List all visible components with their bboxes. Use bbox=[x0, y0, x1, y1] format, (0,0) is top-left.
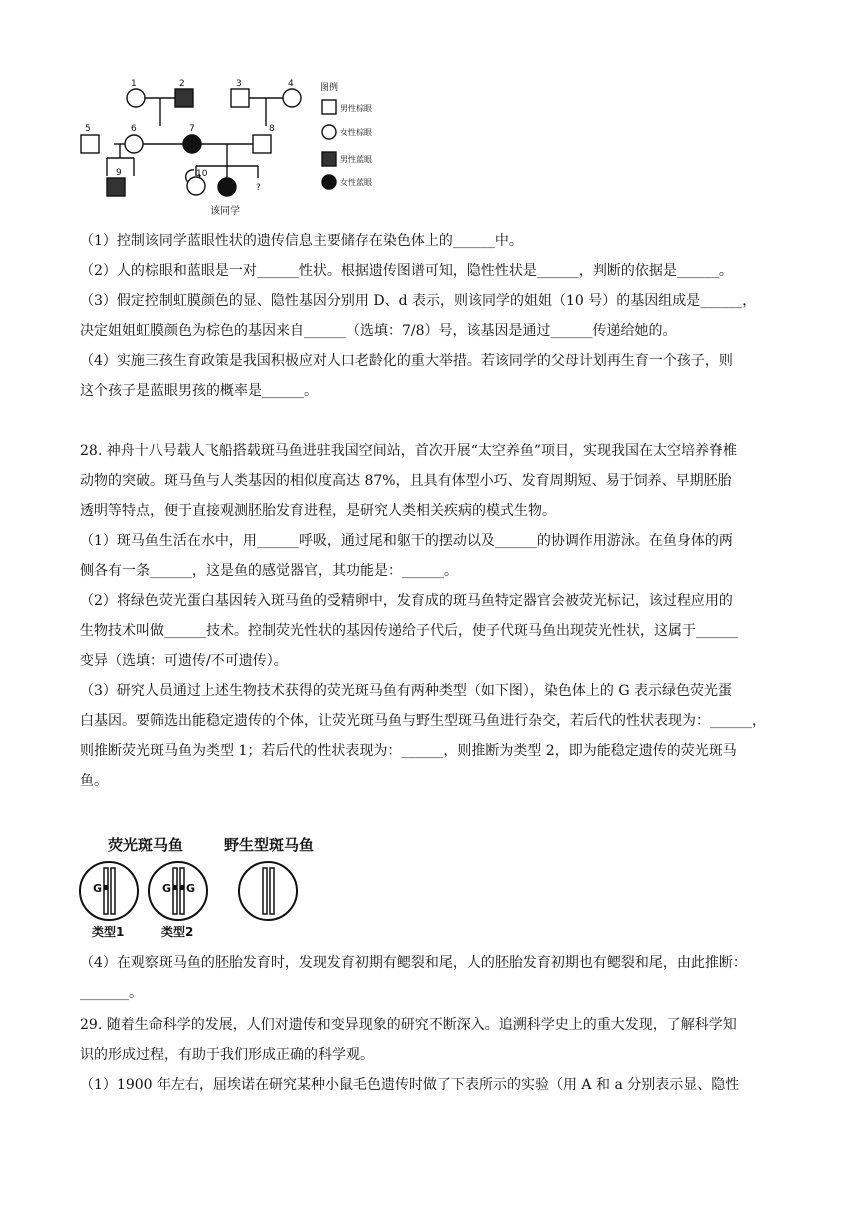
chromosome-type1-left bbox=[104, 868, 108, 914]
chromosome-type2-right bbox=[180, 868, 184, 914]
cell-wild bbox=[239, 862, 297, 920]
pedigree-id-10: 10 bbox=[196, 169, 208, 179]
male-blue-eye-2 bbox=[175, 89, 193, 107]
chromosome-wild-left bbox=[263, 868, 267, 914]
legend-female-blue-symbol bbox=[322, 175, 336, 189]
q27-part2: （2）人的棕眼和蓝眼是一对______性状。根据遗传图谱可知，隐性性状是______，判断的依据是______。 bbox=[80, 263, 733, 279]
fish-figure-titles bbox=[108, 836, 314, 854]
legend-female-brown: 女性棕眼 bbox=[340, 128, 372, 137]
male-brown-eye-5 bbox=[81, 135, 99, 153]
q27-part4-line1: （4）实施三孩生育政策是我国积极应对人口老龄化的重大举措。若该同学的父母计划再生育一个孩子，则 bbox=[80, 353, 733, 369]
q29-part1-line1: （1）1900 年左右，屈埃诺在研究某种小鼠毛色遗传时做了下表所示的实验（用 A 和 a 分别表示显、隐性 bbox=[80, 1077, 740, 1093]
q28-part1-line2: 侧各有一条______，这是鱼的感觉器官，其功能是：______。 bbox=[80, 563, 458, 579]
pedigree-id-8: 8 bbox=[269, 124, 275, 134]
q28-part2-line3: 变异（选填：可遗传/不可遗传）。 bbox=[80, 653, 288, 669]
legend-male-blue: 男性蓝眼 bbox=[340, 155, 372, 164]
cell-type1 bbox=[80, 862, 138, 920]
pedigree-symbols bbox=[81, 89, 336, 196]
pedigree-chart bbox=[76, 74, 416, 220]
male-brown-eye-3 bbox=[231, 89, 249, 107]
q29-stem-line2: 识的形成过程，有助于我们形成正确的科学观。 bbox=[80, 1047, 374, 1063]
pedigree-id-5: 5 bbox=[85, 124, 91, 134]
fluorescent-fish-title: 荧光斑马鱼 bbox=[108, 836, 184, 854]
gene-mark-type2-right bbox=[180, 885, 184, 890]
q28-stem-line3: 透明等特点，便于直接观测胚胎发育进程，是研究人类相关疾病的模式生物。 bbox=[80, 503, 556, 519]
gene-mark-type2-left bbox=[173, 885, 177, 890]
legend-male-brown: 男性棕眼 bbox=[340, 104, 372, 113]
q28-part3-line3: 则推断荧光斑马鱼为类型 1；若后代的性状表现为：______，则推断为类型 2，即为能稳定遗传的荧光斑马 bbox=[80, 743, 737, 759]
legend-male-brown-symbol bbox=[322, 100, 336, 114]
female-brown-eye-10 bbox=[187, 177, 205, 195]
question-28 bbox=[80, 436, 786, 796]
cell-type2 bbox=[149, 862, 207, 920]
q28-part3-line4: 鱼。 bbox=[80, 773, 108, 789]
chromosome-type2-left bbox=[173, 868, 177, 914]
q28-part1-line1: （1）斑马鱼生活在水中，用______呼吸，通过尾和躯干的摆动以及______的协调作用游泳。在鱼身体的两 bbox=[80, 533, 733, 549]
female-blue-eye-7 bbox=[183, 135, 201, 153]
female-brown-eye-4 bbox=[283, 89, 301, 107]
question-27-parts bbox=[80, 226, 786, 406]
pedigree-id-2: 2 bbox=[179, 79, 185, 89]
q27-part4-line2: 这个孩子是蓝眼男孩的概率是______。 bbox=[80, 383, 318, 399]
female-blue-eye-student bbox=[218, 178, 236, 196]
pedigree-id-1: 1 bbox=[131, 79, 137, 89]
gene-marks bbox=[104, 885, 184, 890]
zebrafish-chromosome-figure bbox=[76, 830, 326, 942]
gene-label-type1: G bbox=[93, 882, 103, 895]
pedigree-id-unknown: ? bbox=[256, 183, 261, 193]
legend-male-blue-symbol bbox=[322, 152, 336, 166]
question-29 bbox=[80, 1010, 786, 1100]
legend-title: 图例 bbox=[320, 83, 339, 93]
q29-stem-line1: 29. 随着生命科学的发展，人们对遗传和变异现象的研究不断深入。追溯科学史上的重大发现，了解科学知 bbox=[80, 1017, 737, 1033]
pedigree-id-9: 9 bbox=[116, 168, 122, 178]
q28-stem-line1: 28. 神舟十八号载人飞船搭载斑马鱼进驻我国空间站，首次开展“太空养鱼”项目，实现我国在太空培养脊椎 bbox=[80, 443, 738, 459]
pedigree-id-3: 3 bbox=[236, 79, 242, 89]
female-brown-eye-1 bbox=[127, 89, 145, 107]
male-blue-eye-9 bbox=[107, 178, 125, 196]
pedigree-id-7: 7 bbox=[189, 124, 195, 134]
female-brown-eye-6 bbox=[125, 135, 143, 153]
legend-female-brown-symbol bbox=[322, 125, 336, 139]
q28-part4-line1: （4）在观察斑马鱼的胚胎发育时，发现发育初期有鳃裂和尾，人的胚胎发育初期也有鳃裂和尾，由此推断： bbox=[80, 955, 747, 971]
pedigree-id-4: 4 bbox=[288, 79, 294, 89]
label-type1: 类型1 bbox=[92, 925, 125, 939]
q27-part3-line2: 决定姐姐虹膜颜色为棕色的基因来自______（选填：7/8）号，该基因是通过______传递给她的。 bbox=[80, 323, 677, 339]
pedigree-id-6: 6 bbox=[131, 124, 137, 134]
type-labels bbox=[92, 924, 193, 939]
pedigree-student-label: 该同学 bbox=[210, 206, 240, 217]
chromosome-wild-right bbox=[270, 868, 274, 914]
legend-female-blue: 女性蓝眼 bbox=[340, 178, 372, 187]
gene-mark-type1 bbox=[104, 885, 108, 890]
q28-part2-line1: （2）将绿色荧光蛋白基因转入斑马鱼的受精卵中，发育成的斑马鱼特定器官会被荧光标记，该过程应用的 bbox=[80, 593, 733, 609]
q28-part4-line2: _______。 bbox=[80, 985, 143, 1001]
q28-part2-line2: 生物技术叫做______技术。控制荧光性状的基因传递给子代后，使子代斑马鱼出现荧光性状，这属于______ bbox=[80, 623, 738, 639]
q27-part1: （1）控制该同学蓝眼性状的遗传信息主要储存在染色体上的______中。 bbox=[80, 233, 523, 249]
q28-part3-line1: （3）研究人员通过上述生物技术获得的荧光斑马鱼有两种类型（如下图），染色体上的 G 表示绿色荧光蛋 bbox=[80, 683, 732, 699]
q28-stem-line2: 动物的突破。斑马鱼与人类基因的相似度高达 87%，且具有体型小巧、发育周期短、易于饲养、早期胚胎 bbox=[80, 473, 732, 489]
q27-part3-line1: （3）假定控制虹膜颜色的显、隐性基因分别用 D、d 表示，则该同学的姐姐（10 号）的基因组成是______， bbox=[80, 293, 757, 309]
male-brown-eye-8 bbox=[253, 135, 271, 153]
wild-fish-title: 野生型斑马鱼 bbox=[224, 836, 315, 854]
question-28-part4 bbox=[80, 948, 786, 1008]
chromosome-type1-right bbox=[111, 868, 115, 914]
gene-label-type2-left: G bbox=[162, 882, 172, 895]
label-type2: 类型2 bbox=[161, 925, 194, 939]
gene-label-type2-right: G bbox=[186, 882, 196, 895]
q28-part3-line2: 白基因。要筛选出能稳定遗传的个体，让荧光斑马鱼与野生型斑马鱼进行杂交，若后代的性状表现为：______， bbox=[80, 713, 766, 729]
